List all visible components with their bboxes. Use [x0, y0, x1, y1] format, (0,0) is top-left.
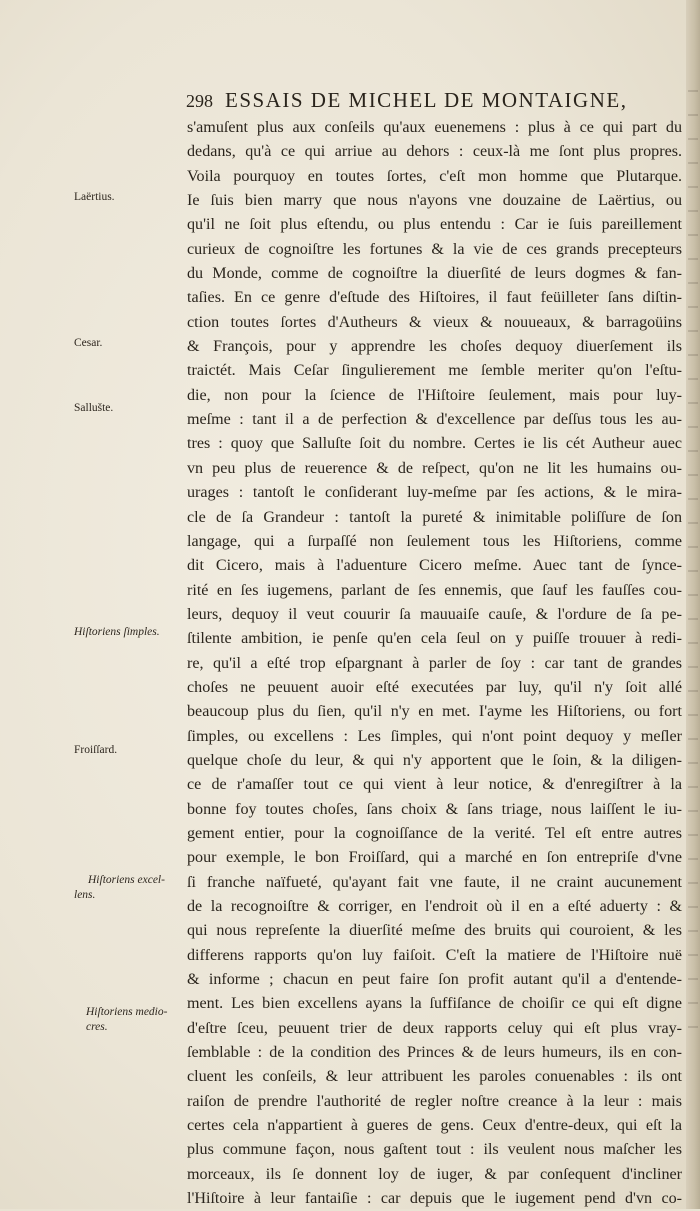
text-line: de la recognoiſtre & corriger, en l'endroit où il en a eſté aduerty : &: [187, 898, 682, 915]
text-line: taſies. En ce genre d'eſtude des Hiſtoires, il faut feüilleter ſans diſtin-: [187, 289, 682, 307]
text-line: morceaux, ils ſe donnent loy de iuger, & par conſequent d'incliner: [187, 1165, 682, 1183]
text-line: d'eſtre ſceu, peuuent trier de deux rapports celuy qui eſt plus vray-: [187, 1019, 682, 1037]
text-line: vn peu plus de reuerence & de reſpect, qu'on ne lit les humains ou-: [187, 459, 682, 477]
text-line: ment. Les bien excellens ayans la ſuffiſance de choiſir ce qui eſt digne: [187, 995, 682, 1013]
running-title: ESSAIS DE MICHEL DE MONTAIGNE,: [225, 88, 628, 112]
margin-note-froissard: Froiſſard.: [74, 744, 118, 756]
text-line: re, qu'il a eſté trop eſpargnant à parler de ſoy : car tant de grandes: [187, 654, 682, 672]
text-line: choſes ne peuuent auoir eſté executées par luy, qu'il n'y ſoit allé: [187, 678, 682, 696]
text-line: differens rapports qu'on luy faiſoit. C'eſt la matiere de l'Hiſtoire nuë: [187, 946, 682, 964]
page-number: 298: [186, 91, 213, 111]
text-line: Ie ſuis bien marry que nous n'ayons vne douzaine de Laërtius, ou: [187, 192, 682, 210]
margin-note-laertius: Laërtius.: [74, 191, 115, 203]
text-line: cle de ſa Grandeur : tantoſt la pureté & inimitable poliſſure de ſon: [187, 508, 682, 526]
text-line: certes cela n'appartient à gueres de gens. Ceux d'entre-deux, qui eſt la: [187, 1117, 682, 1135]
text-line: & informe ; chacun en peut faire ſon profit autant qu'il a d'entende-: [187, 971, 682, 989]
text-line: rité en ſes iugemens, parlant de ſes ennemis, que ſauf les fauſſes cou-: [187, 581, 682, 599]
page-edge-bleed: [688, 90, 698, 1050]
margin-note-historiens-simples: Hiſtoriens ſimples.: [74, 626, 160, 638]
text-line: gement entier, pour la cognoiſſance de la verité. Tel eſt entre autres: [187, 824, 682, 842]
text-line: meſme : tant il a de perfection & d'excellence par deſſus tous les au-: [187, 411, 682, 429]
text-line: raiſon de prendre l'authorité de regler noſtre creance à la leur : mais: [187, 1092, 682, 1110]
text-line: l'Hiſtoire à leur fantaiſie : car depuis que le iugement pend d'vn co-: [187, 1190, 682, 1208]
text-line: curieux de cognoiſtre les fortunes & la vie de ces grands precepteurs: [187, 240, 682, 258]
text-line: langage, qui a ſurpaſſé non ſeulement tous les Hiſtoriens, comme: [187, 532, 682, 550]
text-line: traictét. Mais Ceſar ſingulierement me ſemble meriter qu'on l'eſtu-: [187, 362, 682, 380]
text-line: s'amuſent plus aux conſeils qu'aux euenemens : plus à ce qui part du: [187, 119, 682, 136]
text-line: bonne foy toutes choſes, ſans choix & ſans triage, nous laiſſent le iu-: [187, 800, 682, 818]
body-text: [187, 116, 682, 1211]
text-line: die, non pour la ſcience de l'Hiſtoire ſeulement, mais pour luy-: [187, 386, 682, 404]
running-head: [186, 88, 682, 116]
text-line: beaucoup plus du ſien, qu'il n'y en met. I'ayme les Hiſtoriens, ou fort: [187, 703, 682, 721]
text-line: & François, pour y apprendre les choſes dequoy diuerſement ils: [187, 338, 682, 356]
text-line: pour exemple, le bon Froiſſard, qui a marché en ſon entrepriſe d'vne: [187, 849, 682, 867]
text-line: qui nous repreſente la diuerſité meſme des bruits qui couroient, & les: [187, 922, 682, 940]
margin-note-sallustre: Sallušte.: [74, 402, 114, 414]
text-line: du Monde, comme de cognoiſtre la diuerſité de leurs dogmes & fan-: [187, 265, 682, 283]
margin-note-historiens-mediocres: Hiſtoriens medio- cres.: [86, 1006, 168, 1033]
text-line: ſimples, ou excellens : Les ſimples, qui n'ont point dequoy y meſler: [187, 727, 682, 745]
text-line: plus commune façon, nous gaſtent tout : ils veulent nous maſcher les: [187, 1141, 682, 1159]
margin-note-cesar: Cesar.: [74, 337, 103, 349]
text-line: ſtilente ambition, ie penſe qu'en cela ſeul on y puiſſe trouuer à redi-: [187, 630, 682, 648]
text-line: qu'il ne ſoit plus eſtendu, ou plus entendu : Car ie ſuis pareillement: [187, 216, 682, 234]
text-line: leurs, dequoy il veut couurir ſa mauuaiſe cauſe, & l'ordure de ſa pe-: [187, 605, 682, 623]
text-line: ſemblable : de la condition des Princes & de leurs humeurs, ils en con-: [187, 1044, 682, 1062]
text-line: dit Cicero, mais à l'aduenture Cicero meſme. Auec tant de ſynce-: [187, 557, 682, 575]
text-line: Voila pourquoy en toutes ſortes, c'eſt mon homme que Plutarque.: [187, 167, 682, 185]
text-line: tres : quoy que Salluſte ſoit du nombre. Certes ie lis cét Autheur auec: [187, 435, 682, 453]
text-line: quelque choſe du leur, & qui n'y apportent que le ſoin, & la diligen-: [187, 751, 682, 769]
text-line: dedans, qu'à ce qui arriue au dehors : ceux-là me ſont plus propres.: [187, 143, 682, 161]
margin-note-historiens-excellens: Hiſtoriens excel- lens.: [74, 874, 165, 901]
text-line: urages : tantoſt le conſiderant luy-meſme par ſes actions, & le mira-: [187, 484, 682, 502]
text-line: ſi franche naïfueté, qu'ayant fait vne faute, il ne craint aucunement: [187, 873, 682, 891]
text-line: cluent les conſeils, & leur attribuent les paroles conuenables : ils ont: [187, 1068, 682, 1086]
text-line: ction toutes ſortes d'Autheurs & vieux & nouueaux, & barragoüins: [187, 313, 682, 331]
text-line: ce de r'amaſſer tout ce qui vient à leur notice, & d'enregiſtrer à la: [187, 776, 682, 794]
